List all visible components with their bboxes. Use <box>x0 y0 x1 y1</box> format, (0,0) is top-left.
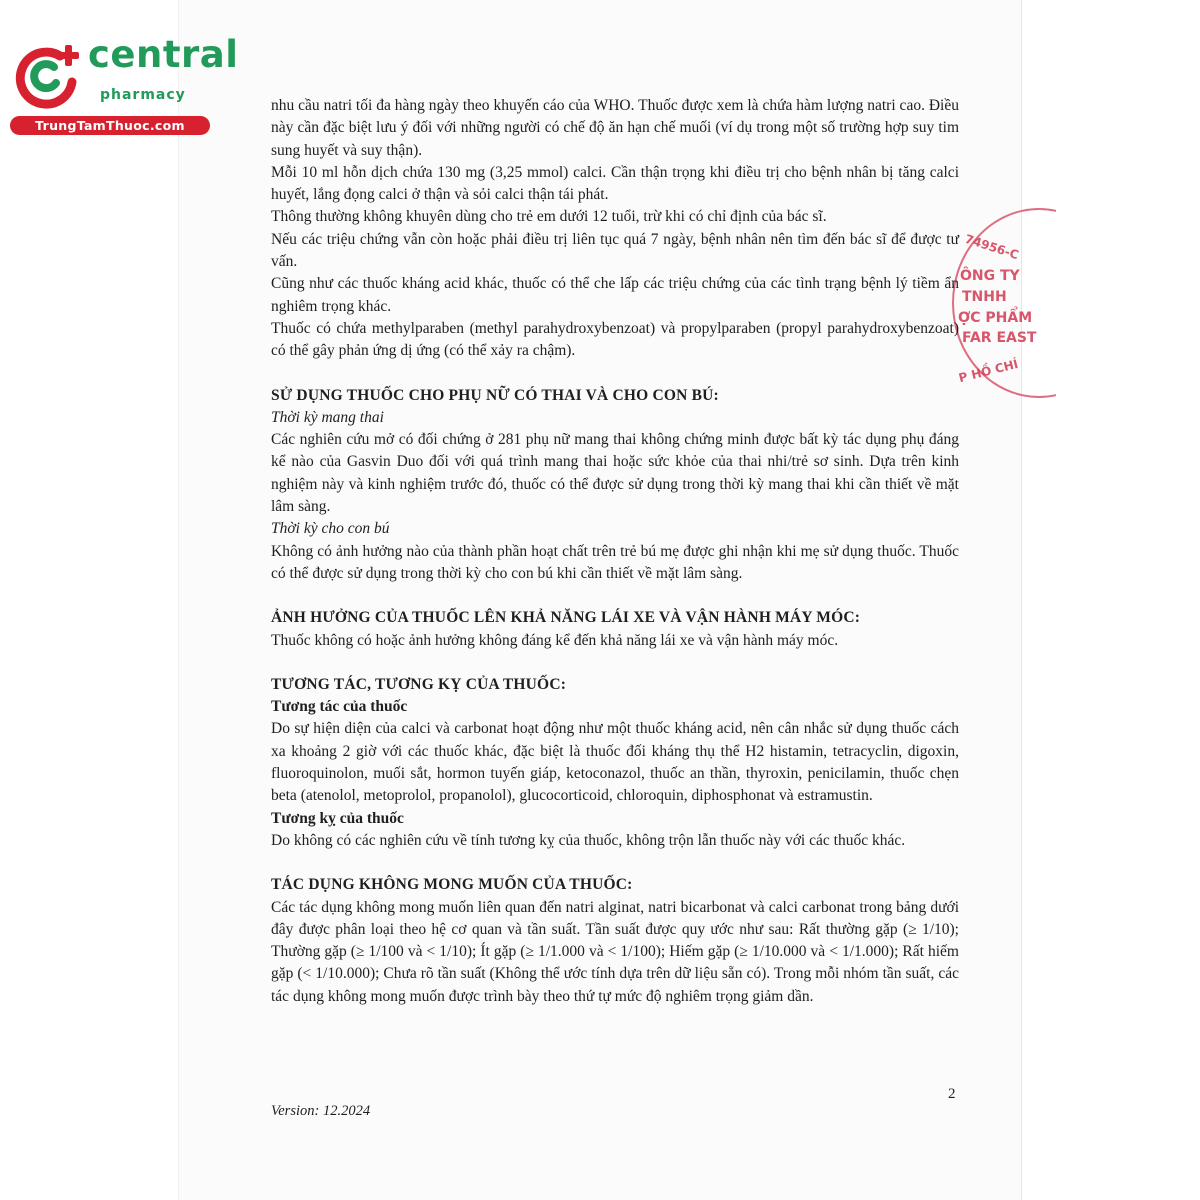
precaution-paragraph: nhu cầu natri tối đa hàng ngày theo khuyến cáo của WHO. Thuốc được xem là chứa hàm lượng natri cao. Điều này cần đặc biệt lưu ý đối với những người có chế độ ăn hạn chế muối (ví dụ trong một số trường hợp suy tim sung huyết và suy thận). <box>271 97 959 159</box>
pregnancy-paragraph: Các nghiên cứu mở có đối chứng ở 281 phụ nữ mang thai không chứng minh được bất kỳ tác dụng phụ đáng kể nào của Gasvin Duo đối với quá trình mang thai hoặc sức khỏe của thai nhi/trẻ sơ sinh. Dựa trên kinh nghiệm này và kinh nghiệm trước đó, thuốc có thể được sử dụng trong thời kỳ mang thai khi cần thiết về mặt lâm sàng. <box>271 431 959 516</box>
stamp-line: FAR EAST <box>962 330 1037 346</box>
lactation-subheading: Thời kỳ cho con bú <box>271 520 390 538</box>
central-pharmacy-logo[interactable] <box>10 33 239 136</box>
stamp-line: 74956-C <box>963 231 1021 263</box>
interactions-subheading: Tương tác của thuốc <box>271 698 408 716</box>
adverse-effects-paragraph: Các tác dụng không mong muốn liên quan đến natri alginat, natri bicarbonat và calci carbonat trong bảng dưới đây được phân loại theo hệ cơ quan và tần suất. Tần suất được quy ước như sau: Rất thường gặp (≥ 1/10); Thường gặp (≥ 1/100 và < 1/10); Ít gặp (≥ 1/1.000 và < 1/100); Hiếm gặp (≥ 1/10.000 và < 1/1.000); Rất hiếm gặp (< 1/10.000); Chưa rõ tần suất (Không thể ước tính dựa trên dữ liệu sẵn có). Trong mỗi nhóm tần suất, các tác dụng không mong muốn được trình bày theo thứ tự mức độ nghiêm trọng giảm dần. <box>271 898 959 1005</box>
driving-heading: ẢNH HƯỞNG CỦA THUỐC LÊN KHẢ NĂNG LÁI XE VÀ VẬN HÀNH MÁY MÓC: <box>271 609 861 627</box>
stamp-line: TNHH <box>962 289 1007 305</box>
pregnancy-subheading: Thời kỳ mang thai <box>271 408 384 426</box>
stamp-line: ỢC PHẨM <box>958 310 1033 326</box>
stamp-line: P HỒ CHÍ <box>957 356 1020 386</box>
interactions-heading: TƯƠNG TÁC, TƯƠNG KỴ CỦA THUỐC: <box>271 675 567 693</box>
incompatibility-paragraph: Do không có các nghiên cứu về tính tương kỵ của thuốc, không trộn lẫn thuốc này với các thuốc khác. <box>271 831 906 849</box>
stamp-line: ÔNG TY <box>960 268 1020 284</box>
incompatibility-subheading: Tương kỵ của thuốc <box>271 809 404 827</box>
precaution-paragraph: Thông thường không khuyên dùng cho trẻ em dưới 12 tuổi, trừ khi có chỉ định của bác sĩ. <box>271 208 827 226</box>
adverse-effects-heading: TÁC DỤNG KHÔNG MONG MUỐN CỦA THUỐC: <box>271 876 633 894</box>
interactions-paragraph: Do sự hiện diện của calci và carbonat hoạt động như một thuốc kháng acid, nên cân nhắc sử dụng thuốc cách xa khoảng 2 giờ với các thuốc khác, đặc biệt là thuốc đối kháng thụ thể H2 histamin, tetracyclin, digoxin, fluoroquinolon, muối sắt, hormon tuyến giáp, ketoconazol, thuốc an thần, thyroxin, penicilamin, thuốc chẹn beta (atenolol, metoprolol, propanolol), glucocorticoid, chloroquin, diphosphonat và estramustin. <box>271 720 959 805</box>
lactation-paragraph: Không có ảnh hưởng nào của thành phần hoạt chất trên trẻ bú mẹ được ghi nhận khi mẹ sử dụng thuốc. Thuốc có thể được sử dụng trong thời kỳ cho con bú khi cần thiết về mặt lâm sàng. <box>271 542 959 582</box>
precaution-paragraph: Nếu các triệu chứng vẫn còn hoặc phải điều trị liên tục quá 7 ngày, bệnh nhân nên tìm đến bác sĩ để được tư vấn. <box>271 230 959 271</box>
company-stamp <box>946 200 1056 400</box>
pregnancy-heading: SỬ DỤNG THUỐC CHO PHỤ NỮ CÓ THAI VÀ CHO CON BÚ: <box>271 386 719 404</box>
page-number: 2 <box>948 1086 956 1102</box>
driving-paragraph: Thuốc không có hoặc ảnh hưởng không đáng kể đến khả năng lái xe và vận hành máy móc. <box>271 631 839 649</box>
logo-mark-icon <box>10 38 86 114</box>
logo-subtitle: pharmacy <box>100 87 186 103</box>
precaution-paragraph: Thuốc có chứa methylparaben (methyl parahydroxybenzoat) và propylparaben (propyl parahydroxybenzoat) có thể gây phản ứng dị ứng (có thể xảy ra chậm). <box>271 319 959 360</box>
precaution-paragraph: Cũng như các thuốc kháng acid khác, thuốc có thể che lấp các triệu chứng của các tình trạng bệnh lý tiềm ẩn nghiêm trọng khác. <box>271 275 959 315</box>
site-url-badge[interactable]: TrungTamThuoc.com <box>10 116 210 135</box>
precaution-paragraph: Mỗi 10 ml hỗn dịch chứa 130 mg (3,25 mmol) calci. Cần thận trọng khi điều trị cho bệnh nhân bị tăng calci huyết, lắng đọng calci ở thận và sỏi calci thận tái phát. <box>271 163 959 204</box>
version-label: Version: 12.2024 <box>271 1103 371 1119</box>
logo-wordmark: central <box>88 33 239 76</box>
document-body <box>271 95 959 1008</box>
